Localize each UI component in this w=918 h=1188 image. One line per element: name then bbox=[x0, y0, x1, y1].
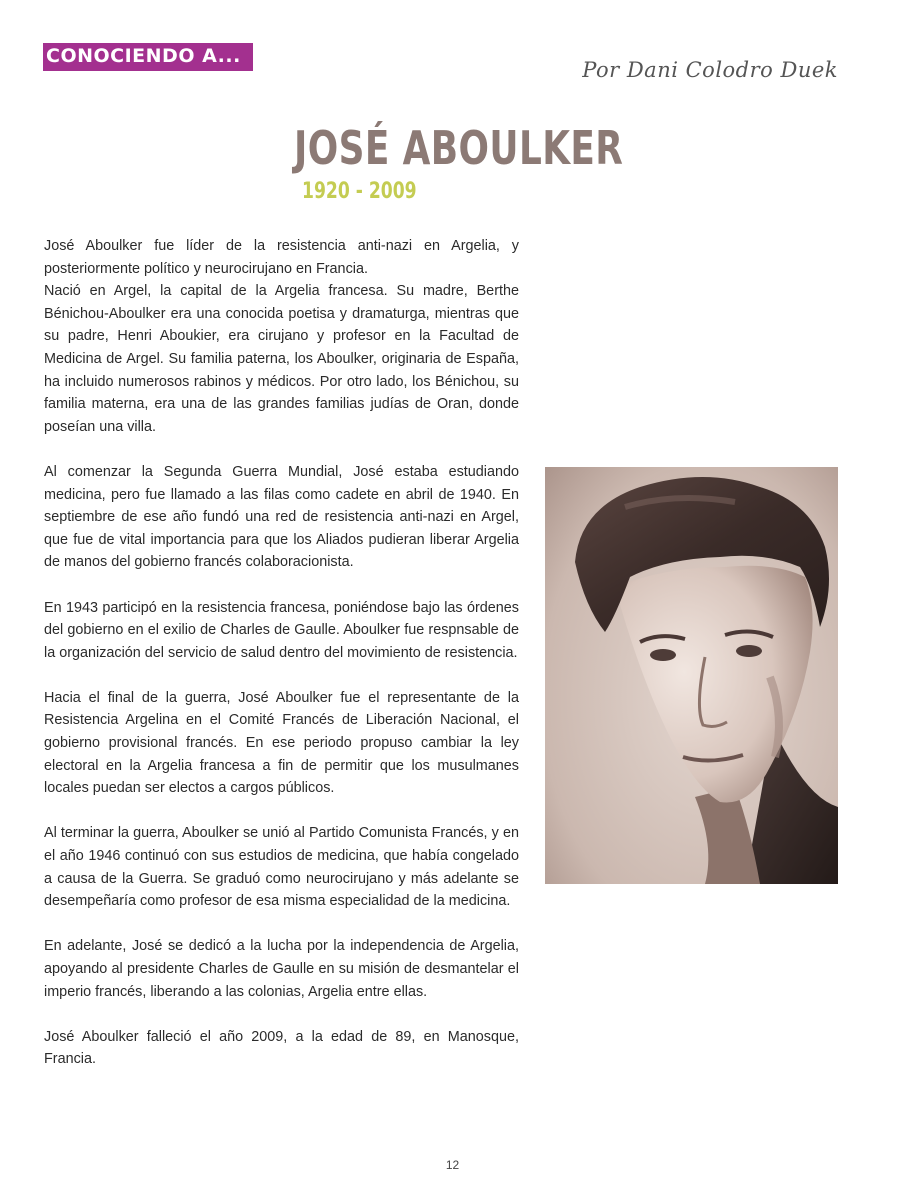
section-tag: CONOCIENDO A... bbox=[43, 43, 253, 71]
portrait-photo bbox=[545, 467, 838, 884]
article-paragraph: José Aboulker falleció el año 2009, a la edad de 89, en Manosque, Francia. bbox=[44, 1028, 519, 1068]
page-title: JOSÉ ABOULKER bbox=[294, 121, 624, 175]
page-number: 12 bbox=[445, 1158, 460, 1172]
article-paragraph: En 1943 participó en la resistencia francesa, poniéndose bajo las órdenes del gobierno en el exilio de Charles de Gaulle. Aboulker fue respnsable de la organización del servicio de salud dentro del movimiento de resistencia. bbox=[44, 599, 519, 661]
article-paragraph: Al terminar la guerra, Aboulker se unió al Partido Comunista Francés, y en el año 1946 continuó con sus estudios de medicina, que había congelado a causa de la Guerra. Se graduó como neurocirujano y más adelante se desempeñaría como profesor de esa misma especialidad de la medicina. bbox=[44, 825, 519, 910]
article-paragraph: Nació en Argel, la capital de la Argelia francesa. Su madre, Berthe Bénichou-Aboulker era una conocida poetisa y dramaturga, mientras que su padre, Henri Aboukier, era cirujano y profesor en la Facultad de Medicina de Argel. Su familia paterna, los Aboulker, originaria de España, ha incluido numerosos rabinos y médicos. Por otro lado, los Bénichou, su familia materna, era una de las grandes familias judías de Oran, donde poseían una villa. bbox=[44, 283, 519, 435]
article-paragraph: Hacia el final de la guerra, José Aboulker fue el representante de la Resistencia Argelina en el Comité Francés de Liberación Nacional, el gobierno provisional francés. En ese periodo propuso cambiar la ley electoral en la Argelia francesa a fin de permitir que los musulmanes locales puedan ser electos a cargos públicos. bbox=[44, 689, 519, 797]
article-body bbox=[44, 235, 519, 1094]
author-byline: Por Dani Colodro Duek bbox=[582, 58, 838, 82]
article-paragraph: Al comenzar la Segunda Guerra Mundial, José estaba estudiando medicina, pero fue llamado a las filas como cadete en abril de 1940. En septiembre de ese año fundó una red de resistencia anti-nazi en Argel, que fue de vital importancia para que los Aliados pudieran liberar Argelia de manos del gobierno francés colaboracionista. bbox=[44, 463, 519, 571]
article-paragraph: José Aboulker fue líder de la resistencia anti-nazi en Argelia, y posteriormente político y neurocirujano en Francia. bbox=[44, 238, 519, 277]
article-paragraph: En adelante, José se dedicó a la lucha por la independencia de Argelia, apoyando al presidente Charles de Gaulle en su misión de desmantelar el imperio francés, liberando a las colonias, Argelia entre ellas. bbox=[44, 938, 519, 1000]
life-dates: 1920 - 2009 bbox=[302, 179, 417, 204]
